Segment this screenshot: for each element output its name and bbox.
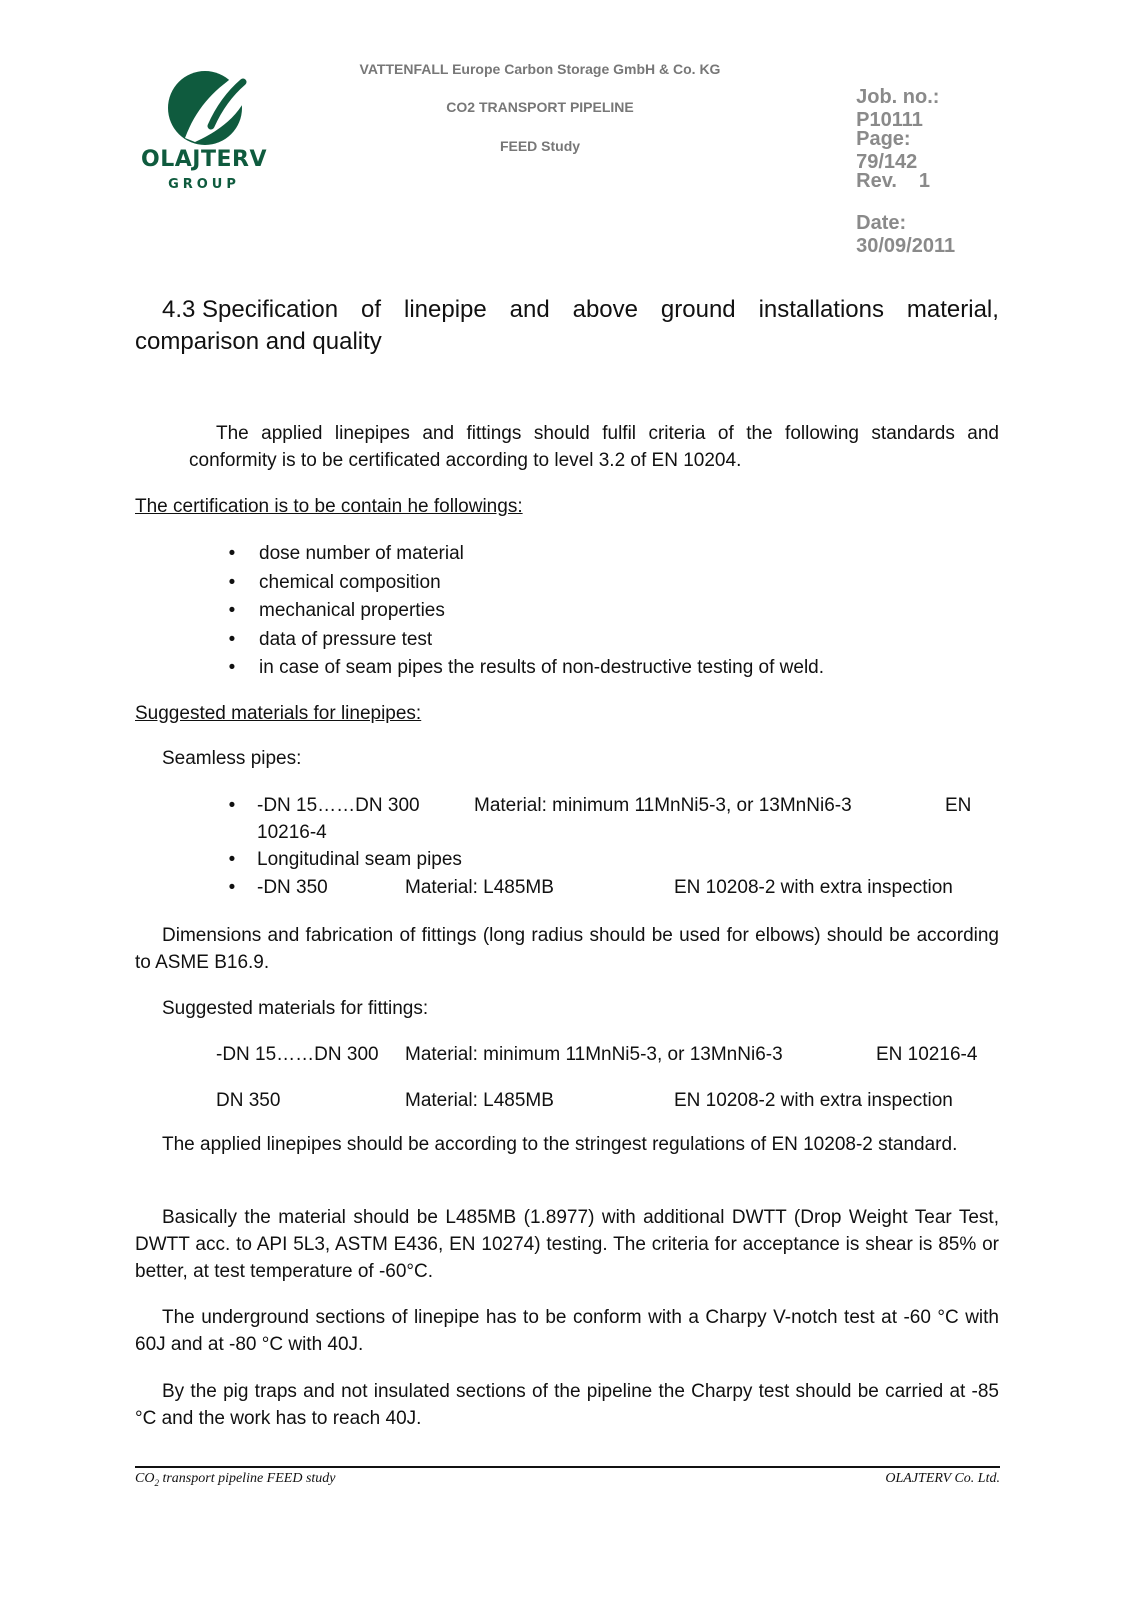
list-item xyxy=(227,654,1007,681)
heading-word: linepipe xyxy=(403,296,487,323)
bullet-icon: • xyxy=(228,543,236,564)
logo-name: OLAJTERV xyxy=(141,147,267,172)
date-label: Date: xyxy=(856,212,907,234)
fitting-size: -DN 15……DN 300 xyxy=(216,1044,379,1065)
list-item-text: data of pressure test xyxy=(259,628,433,650)
heading-word: Specification xyxy=(202,296,339,323)
footer-title-suffix: transport pipeline FEED study xyxy=(158,1471,336,1486)
fittings-row xyxy=(216,1087,1006,1115)
pipe-standard-cont: 10216-4 xyxy=(257,822,327,843)
revision xyxy=(845,147,930,193)
list-item xyxy=(227,569,1007,596)
footer-title-prefix: CO xyxy=(135,1471,155,1486)
header-company: VATTENFALL Europe Carbon Storage GmbH & Co. KG xyxy=(359,61,721,77)
footer-company: OLAJTERV Co. Ltd. xyxy=(885,1471,1000,1486)
pipe-size: -DN 15……DN 300 xyxy=(257,795,420,816)
certification-heading: The certification is to be contain he followings: xyxy=(135,496,523,517)
fitting-material: Material: minimum 11MnNi5-3, or 13MnNi6-3 xyxy=(405,1044,783,1065)
job-label: Job. no.: xyxy=(856,86,940,108)
bullet-icon: • xyxy=(228,795,236,816)
linepipes-list xyxy=(227,792,1007,902)
heading-word: and xyxy=(509,296,550,323)
heading-word: material, xyxy=(906,296,999,323)
bullet-icon: • xyxy=(228,877,236,898)
heading-word: above xyxy=(572,296,638,323)
list-item-text: Longitudinal seam pipes xyxy=(257,849,462,870)
section-title-line2: comparison and quality xyxy=(135,328,382,355)
linepipes-heading: Suggested materials for linepipes: xyxy=(135,703,422,724)
footer-document-title xyxy=(135,1471,336,1488)
pipe-size: -DN 350 xyxy=(257,877,328,898)
dimensions-paragraph: Dimensions and fabrication of fittings (long radius should be used for elbows) should be according to ASME B16.9. xyxy=(135,925,999,973)
underground-paragraph: The underground sections of linepipe has to be conform with a Charpy V-notch test at -60 °C with 60J and at -80 °C with 40J. xyxy=(135,1307,999,1355)
fitting-standard: EN 10208-2 with extra inspection xyxy=(674,1090,953,1111)
page-value: 79/142 xyxy=(856,151,918,173)
list-item xyxy=(227,540,1007,567)
pigtraps-paragraph: By the pig traps and not insulated sections of the pipeline the Charpy test should be carried at -85 °C and the work has to reach 40J. xyxy=(135,1381,999,1429)
list-item-text: dose number of material xyxy=(259,543,464,564)
bullet-icon: • xyxy=(228,628,236,650)
list-item-text: in case of seam pipes the results of non-destructive testing of weld. xyxy=(259,657,825,678)
footer-title-subscript: 2 xyxy=(154,1477,159,1488)
seamless-label: Seamless pipes: xyxy=(162,748,302,769)
date-value: 30/09/2011 xyxy=(856,235,956,257)
fitting-material: Material: L485MB xyxy=(405,1090,554,1111)
bullet-icon: • xyxy=(228,600,236,621)
job-value: P10111 xyxy=(856,109,923,131)
heading-word: installations xyxy=(758,296,884,323)
certification-list xyxy=(227,540,1007,681)
section-number: 4.3 xyxy=(162,296,196,323)
heading-word: ground xyxy=(660,296,736,323)
header-project: CO2 TRANSPORT PIPELINE xyxy=(446,99,634,115)
fitting-standard: EN 10216-4 xyxy=(876,1044,978,1065)
bullet-icon: • xyxy=(228,849,236,870)
bullet-icon: • xyxy=(228,657,236,678)
section-heading xyxy=(135,294,999,358)
header-study: FEED Study xyxy=(499,138,581,154)
pipe-material: Material: L485MB xyxy=(405,877,554,898)
rev-label: Rev. xyxy=(856,170,897,192)
list-item-text: mechanical properties xyxy=(259,600,445,621)
fittings-heading: Suggested materials for fittings: xyxy=(162,998,429,1019)
date xyxy=(845,189,955,258)
heading-word: of xyxy=(361,296,382,323)
olajterv-leaf-logo-icon xyxy=(167,66,247,146)
rev-value: 1 xyxy=(918,170,931,192)
pipe-standard: EN 10208-2 with extra inspection xyxy=(674,877,953,898)
list-item-text: chemical composition xyxy=(259,571,441,593)
list-item xyxy=(227,626,1007,653)
list-item xyxy=(227,874,1007,902)
list-item xyxy=(227,597,1007,624)
list-item xyxy=(227,846,1007,874)
applied-paragraph: The applied linepipes should be according to the stringest regulations of EN 10208-2 standard. xyxy=(162,1134,958,1155)
fitting-size: DN 350 xyxy=(216,1090,281,1111)
list-item xyxy=(227,792,1007,846)
intro-paragraph: The applied linepipes and fittings should fulfil criteria of the following standards and conformity is to be certificated according to level 3.2 of EN 10204. xyxy=(189,423,999,471)
bullet-icon: • xyxy=(228,571,236,593)
page-label: Page: xyxy=(856,128,911,150)
logo-subtitle: GROUP xyxy=(168,177,240,192)
footer-divider xyxy=(135,1466,1000,1468)
fittings-row xyxy=(216,1041,1006,1069)
pipe-standard: EN xyxy=(945,795,972,816)
basically-paragraph: Basically the material should be L485MB (1.8977) with additional DWTT (Drop Weight Tear Test, DWTT acc. to API 5L3, ASTM E436, EN 10274) testing. The criteria for acceptance is shear is 85% or better, at test temperature of -60°C. xyxy=(135,1207,999,1282)
pipe-material: Material: minimum 11MnNi5-3, or 13MnNi6-3 xyxy=(474,795,852,816)
